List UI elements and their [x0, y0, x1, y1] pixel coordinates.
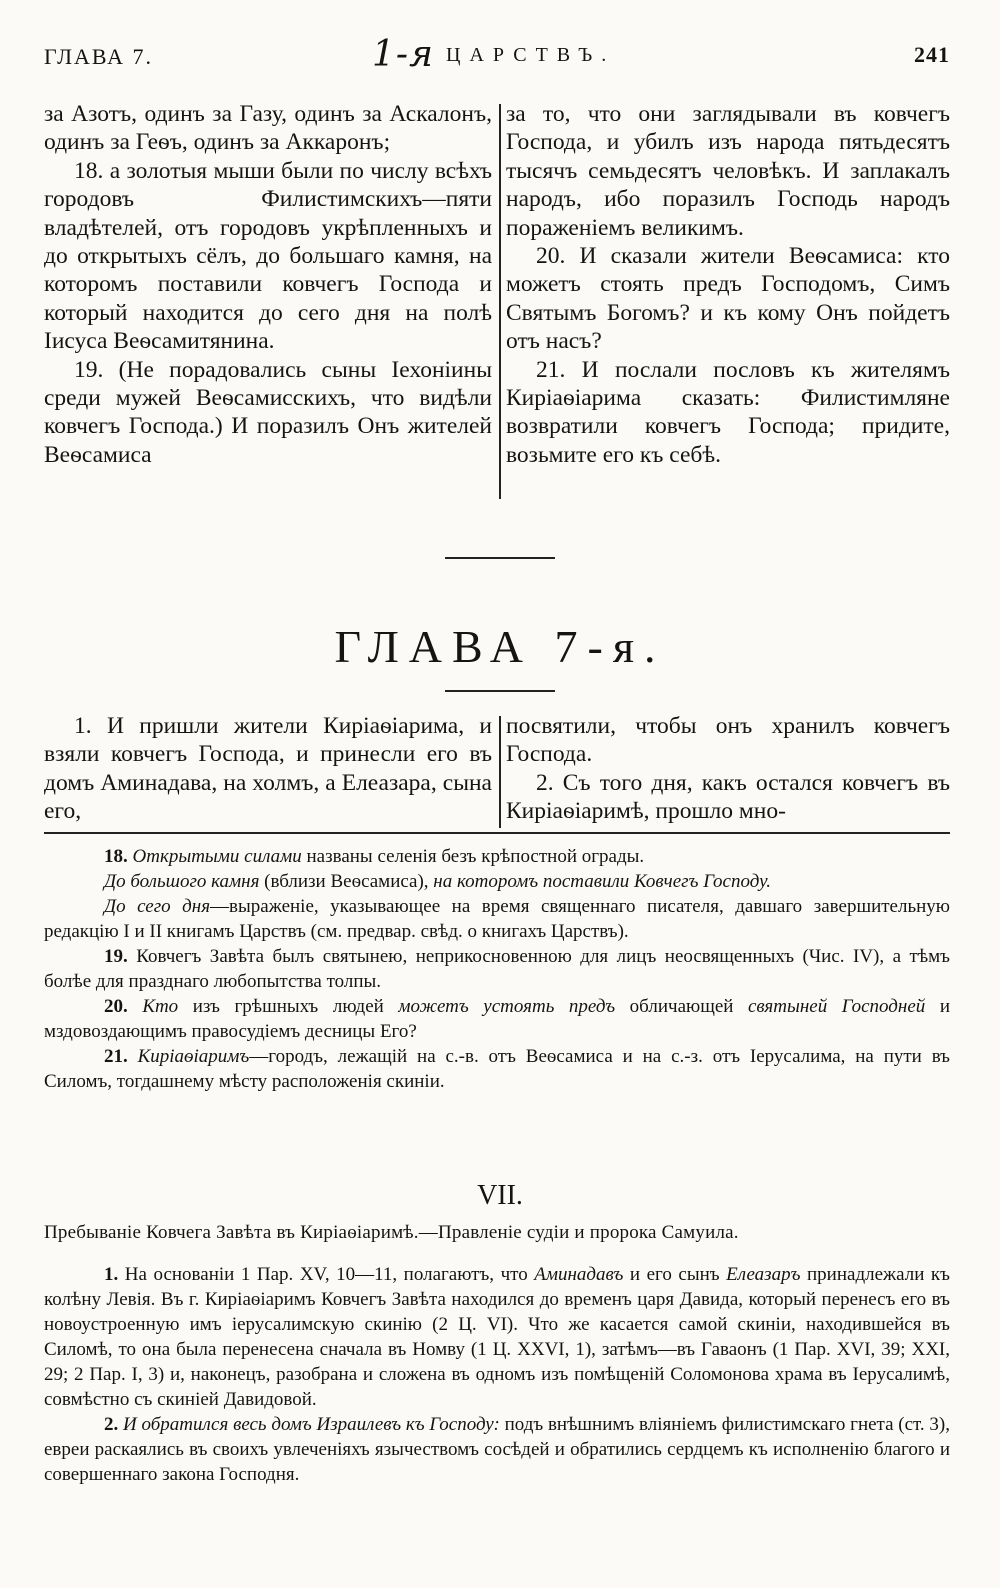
note-21: [44, 1044, 950, 1094]
column-divider: [499, 716, 501, 828]
note-text: обличающей: [615, 996, 748, 1017]
running-header: [44, 34, 950, 80]
note-number: 19.: [104, 946, 128, 967]
note-text: и мздовоздающимъ правосудіемъ десницы Его?: [44, 996, 951, 1042]
verse-20: 20. И сказали жители Веѳсамиса: кто можетъ стоять предъ Господомъ, Симъ Святымъ Богомъ? и къ кому Онъ пойдетъ отъ насъ?: [506, 243, 950, 355]
note-text: —выраженіе, указывающее на время священнаго писателя, давшаго завершительную редакцію I и II книгамъ Царствъ (см. предвар. свѣд. о книгахъ Царствъ).: [44, 896, 950, 942]
header-chapter: ГЛАВА 7.: [44, 44, 154, 69]
section-commentary: [44, 1262, 950, 1487]
verse-19: 19. (Не порадовались сыны Іехоніины среди мужей Веѳсамисскихъ, что видѣли ковчегъ Господа.) И поразилъ Онъ жителей Веѳсамиса: [44, 356, 492, 468]
note-18: [44, 844, 950, 869]
note-term: Открытыми силами: [132, 846, 302, 867]
note-text: названы селенія безъ крѣпостной ограды.: [301, 846, 645, 867]
note-18b: [44, 869, 950, 894]
verse-2: 2. Съ того дня, какъ остался ковчегъ въ Киріаѳіаримѣ, прошло мно-: [506, 769, 950, 825]
verses-right-column: [506, 100, 950, 469]
paragraph-text: и его сынъ: [623, 1264, 727, 1285]
paragraph-text: На основаніи 1 Пар. XV, 10—11, полагаютъ, что: [118, 1264, 535, 1285]
verse-18: 18. а золотыя мыши были по числу всѣхъ городовъ Филистимскихъ—пяти владѣтелей, отъ городовъ укрѣпленныхъ и до открытыхъ сёлъ, до большаго камня, на которомъ поставили ковчегъ Господа и который находится до сего дня на полѣ Іисуса Веѳсамитянина.: [44, 157, 492, 355]
note-term: До большого камня: [104, 871, 260, 892]
verse-text: посвятили, чтобы онъ хранилъ ковчегъ Господа.: [506, 713, 950, 768]
handwritten-annotation: 1-я: [372, 34, 434, 75]
paragraph-text: подъ внѣшнимъ вліяніемъ филистимскаго гнета (ст. 3), евреи раскаялись въ своихъ увлеченіяхъ язычествомъ сосѣдей и обратились сердцемъ къ исполненію благого и совершеннаго закона Господня.: [44, 1414, 951, 1485]
note-term: святыней Господней: [748, 996, 926, 1017]
note-text: изъ грѣшныхъ людей: [178, 996, 399, 1017]
note-text: Ковчегъ Завѣта былъ святынею, неприкосновенною для лицъ неосвященныхъ (Чис. IV), а тѣмъ болѣе для празднаго любопытства толпы.: [44, 946, 950, 992]
paragraph-number: 1.: [104, 1264, 119, 1285]
chapter7-right-column: [506, 712, 950, 826]
paragraph-term: Елеазаръ: [726, 1264, 801, 1285]
note-term: можетъ устоять предъ: [398, 996, 616, 1017]
commentary-paragraph-1: [44, 1262, 950, 1412]
commentary-paragraph-2: [44, 1412, 950, 1487]
paragraph-term: И обратился весь домъ Израилевъ къ Господу:: [123, 1414, 500, 1435]
note-text: (вблизи Веѳсамиса),: [259, 871, 434, 892]
note-number: 20.: [104, 996, 128, 1017]
verse-1: 1. И пришли жители Киріаѳіарима, и взяли ковчегъ Господа, и принесли его въ домъ Аминадава, на холмъ, а Елеазара, сына его,: [44, 713, 492, 825]
commentary-divider: [44, 832, 950, 834]
verse-text: за то, что они заглядывали въ ковчегъ Господа, и убилъ изъ народа пятьдесятъ тысячъ семьдесятъ человѣкъ. И заплакалъ народъ, ибо поразилъ Господь народъ пораженіемъ великимъ.: [506, 101, 950, 241]
note-19: [44, 944, 950, 994]
note-term: Киріаѳіаримъ: [137, 1046, 250, 1067]
paragraph-term: Аминадавъ: [534, 1264, 624, 1285]
chapter7-verses: [44, 712, 950, 830]
verses-left-column: [44, 100, 492, 469]
verse-text: за Азотъ, одинъ за Газу, одинъ за Аскалонъ, одинъ за Геѳъ, одинъ за Аккаронъ;: [44, 101, 492, 156]
chapter7-left-column: [44, 712, 492, 826]
commentary-notes: [44, 844, 950, 1094]
note-term: на которомъ поставили Ковчегъ Господу.: [433, 871, 772, 892]
note-text: —городъ, лежащій на с.-в. отъ Веѳсамиса и на с.-з. отъ Іерусалима, на пути въ Силомъ, тогдашнему мѣсту расположенія скиніи.: [44, 1046, 951, 1092]
section-title: Пребываніе Ковчега Завѣта въ Киріаѳіаримѣ.—Правленіе судіи и пророка Самуила.: [44, 1222, 739, 1243]
verse-21: 21. И послали пословъ къ жителямъ Киріаѳіарима сказать: Филистимляне возвратили ковчегъ Господа; придите, возьмите его къ себѣ.: [506, 356, 950, 468]
section-separator: [445, 557, 555, 559]
section-number: VII.: [477, 1180, 523, 1211]
paragraph-number: 2.: [104, 1414, 119, 1435]
column-divider: [499, 104, 501, 499]
page-number: 241: [914, 42, 950, 67]
note-term: Кто: [142, 996, 179, 1017]
note-number: 21.: [104, 1046, 128, 1067]
note-20: [44, 994, 950, 1044]
section-separator: [445, 690, 555, 692]
paragraph-text: принадлежали къ колѣну Левія. Въ г. Киріаѳіаримъ Ковчегъ Завѣта находился до временъ царя Давида, который перенесъ его въ новоустроенную имъ іерусалимскую скинію (2 Ц. VI). Что же касается самой скиніи, находившейся въ Силомѣ, то она была перенесена сначала въ Номву (1 Ц. XXVI, 1), затѣмъ—въ Гаваонъ (1 Пар. XVI, 39; XXI, 29; 2 Пар. I, 3) и, наконецъ, разобрана и сложена въ одномъ изъ помѣщеній Соломонова храма въ Іерусалимѣ, совмѣстно съ скиніей Давидовой.: [44, 1264, 950, 1410]
verses-top-block: [44, 100, 950, 505]
note-number: 18.: [104, 846, 128, 867]
header-book-title: ЦАРСТВЪ.: [446, 44, 616, 66]
note-term: До сего дня: [104, 896, 211, 917]
note-18c: [44, 894, 950, 944]
chapter-title: ГЛАВА 7-я.: [334, 621, 666, 672]
